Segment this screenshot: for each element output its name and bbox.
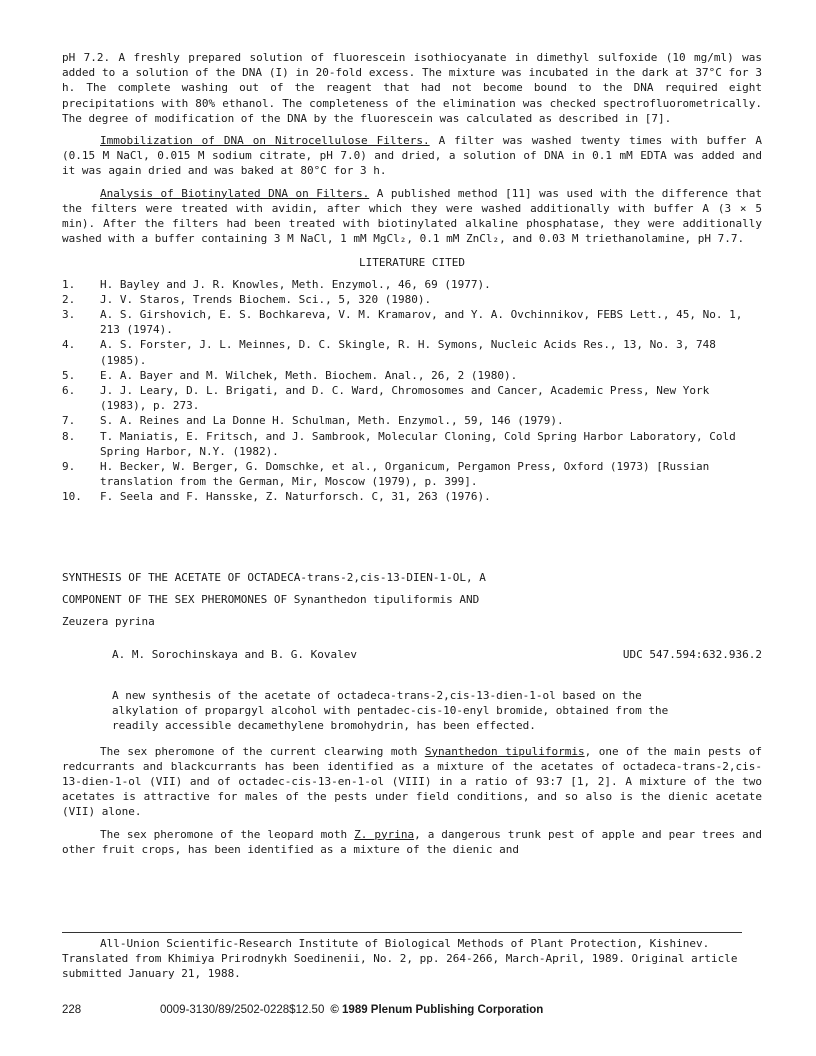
body-text: The sex pheromone of the current clearwing moth — [100, 744, 425, 758]
reference-item — [62, 292, 762, 307]
reference-item — [62, 489, 762, 504]
reference-text: T. Maniatis, E. Fritsch, and J. Sambrook, Molecular Cloning, Cold Spring Harbor Laboratory, Cold Spring Harbor, N.Y. (1982). — [100, 429, 736, 458]
reference-text: J. V. Staros, Trends Biochem. Sci., 5, 320 (1980). — [100, 292, 432, 306]
reference-number: 9. — [62, 460, 76, 474]
reference-number: 10. — [62, 490, 82, 504]
methods-paragraph: pH 7.2. A freshly prepared solution of fluorescein isothiocyanate in dimethyl sulfoxide (10 mg/ml) was added to a solution of the DNA (I) in 20-fold excess. The mixture was incubated in the dark at 37°C for 3 h. The complete washing out of the reagent that had not become bound to the DNA required eight precipitations with 80% ethanol. The completeness of the elimination was checked spectrofluorometrically. The degree of modification of the DNA by the fluorescein was calculated as described in [7]. — [62, 51, 762, 125]
reference-text: A. S. Forster, J. L. Meinnes, D. C. Skingle, R. H. Symons, Nucleic Acids Res., 13, No. 3, 748 (1985). — [100, 338, 716, 367]
article-title-line: COMPONENT OF THE SEX PHEROMONES OF Synanthedon tipuliformis AND — [62, 592, 480, 606]
body-text: , a dangerous trunk pest of apple and pear trees and other fruit crops, has been identified as a mixture of the dienic and — [62, 827, 762, 856]
reference-number: 7. — [62, 414, 76, 428]
reference-text: F. Seela and F. Hansske, Z. Naturforsch. C, 31, 263 (1976). — [100, 490, 491, 504]
reference-text: E. A. Bayer and M. Wilchek, Meth. Biochem. Anal., 26, 2 (1980). — [100, 368, 518, 382]
reference-number: 3. — [62, 308, 76, 322]
reference-text: J. J. Leary, D. L. Brigati, and D. C. Ward, Chromosomes and Cancer, Academic Press, New York (1983), p. 273. — [100, 384, 710, 413]
species-name: Synanthedon tipuliformis — [424, 744, 585, 758]
publication-code: 0009-3130/89/2502-0228$12.50 — [160, 1004, 325, 1016]
udc-code: UDC 547.594:632.936.2 — [622, 647, 762, 661]
reference-text: S. A. Reines and La Donne H. Schulman, Meth. Enzymol., 59, 146 (1979). — [100, 414, 564, 428]
reference-number: 1. — [62, 277, 76, 291]
abstract: A new synthesis of the acetate of octadeca-trans-2,cis-13-dien-1-ol based on the alkylation of propargyl alcohol with pentadec-cis-10-enyl bromide, obtained from the readily accessible decamethylene bromohydrin, has been effected. — [112, 688, 669, 733]
authors: A. M. Sorochinskaya and B. G. Kovalev — [112, 647, 358, 661]
immobilization-body: A filter was washed twenty times with buffer A (0.15 M NaCl, 0.015 M sodium citrate, pH 7.0) and dried, a solution of DNA in 0.1 mM EDTA was added and it was again dried and was baked at 80°C for 3 h. — [62, 134, 762, 178]
literature-heading: LITERATURE CITED — [359, 256, 465, 270]
footnote-divider — [62, 932, 742, 933]
copyright: © 1989 Plenum Publishing Corporation — [330, 1004, 544, 1016]
page-number: 228 — [62, 1004, 82, 1016]
reference-text: H. Becker, W. Berger, G. Domschke, et al., Organicum, Pergamon Press, Oxford (1973) [Russian translation from the German, Mir, Moscow (1979), p. 399]. — [100, 460, 710, 489]
reference-item — [62, 413, 762, 428]
analysis-body: A published method [11] was used with the difference that the filters were treated with avidin, after which they were washed additionally with buffer A (3 × 5 min). After the filters had been treated with biotinylated alkaline phosphatase, they were additionally washed with a buffer containing 3 M NaCl, 1 mM MgCl₂, 0.1 mM ZnCl₂, and 0.03 M triethanolamine, pH 7.7. — [62, 186, 762, 246]
reference-item — [62, 307, 762, 337]
article-title-line: SYNTHESIS OF THE ACETATE OF OCTADECA-trans-2,cis-13-DIEN-1-OL, A — [62, 570, 486, 584]
reference-item — [62, 368, 762, 383]
reference-number: 2. — [62, 292, 76, 306]
reference-list — [62, 277, 762, 505]
reference-number: 4. — [62, 338, 76, 352]
footnote: All-Union Scientific-Research Institute of Biological Methods of Plant Protection, Kishinev. Translated from Khimiya Prirodnykh Soedinenii, No. 2, pp. 264-266, March-April, 1989. Original article submitted January 21, 1988. — [62, 937, 738, 981]
reference-item — [62, 337, 762, 367]
immobilization-heading: Immobilization of DNA on Nitrocellulose Filters. — [100, 134, 430, 148]
reference-number: 6. — [62, 384, 76, 398]
article-title — [62, 567, 762, 633]
reference-number: 8. — [62, 429, 76, 443]
analysis-paragraph — [62, 186, 762, 247]
reference-item — [62, 429, 762, 459]
page-content — [62, 50, 762, 857]
species-name: Z. pyrina — [354, 827, 415, 841]
reference-text: A. S. Girshovich, E. S. Bochkareva, V. M. Kramarov, and Y. A. Ovchinnikov, FEBS Lett., 45, No. 1, 213 (1974). — [100, 308, 743, 337]
reference-item — [62, 459, 762, 489]
reference-item — [62, 277, 762, 292]
page-footer — [62, 1003, 762, 1018]
body-paragraph — [62, 827, 762, 857]
article-title-line: Zeuzera pyrina — [62, 614, 155, 628]
reference-item — [62, 383, 762, 413]
body-paragraph — [62, 744, 762, 820]
reference-text: H. Bayley and J. R. Knowles, Meth. Enzymol., 46, 69 (1977). — [100, 277, 491, 291]
byline — [62, 647, 762, 662]
body-text: The sex pheromone of the leopard moth — [100, 827, 355, 841]
body-text: , one of the main pests of redcurrants and blackcurrants has been identified as a mixture of the acetates of octadeca-trans-2,cis-13-dien-1-ol (VII) and of octadec-cis-13-en-1-ol (VIII) in a ratio of 93:7 [1, 2]. A mixture of the two acetates is attractive for males of the pests under field conditions, and so also is the dienic acetate (VII) alone. — [62, 744, 762, 819]
reference-number: 5. — [62, 368, 76, 382]
analysis-heading: Analysis of Biotinylated DNA on Filters. — [100, 186, 370, 200]
immobilization-paragraph — [62, 133, 762, 179]
